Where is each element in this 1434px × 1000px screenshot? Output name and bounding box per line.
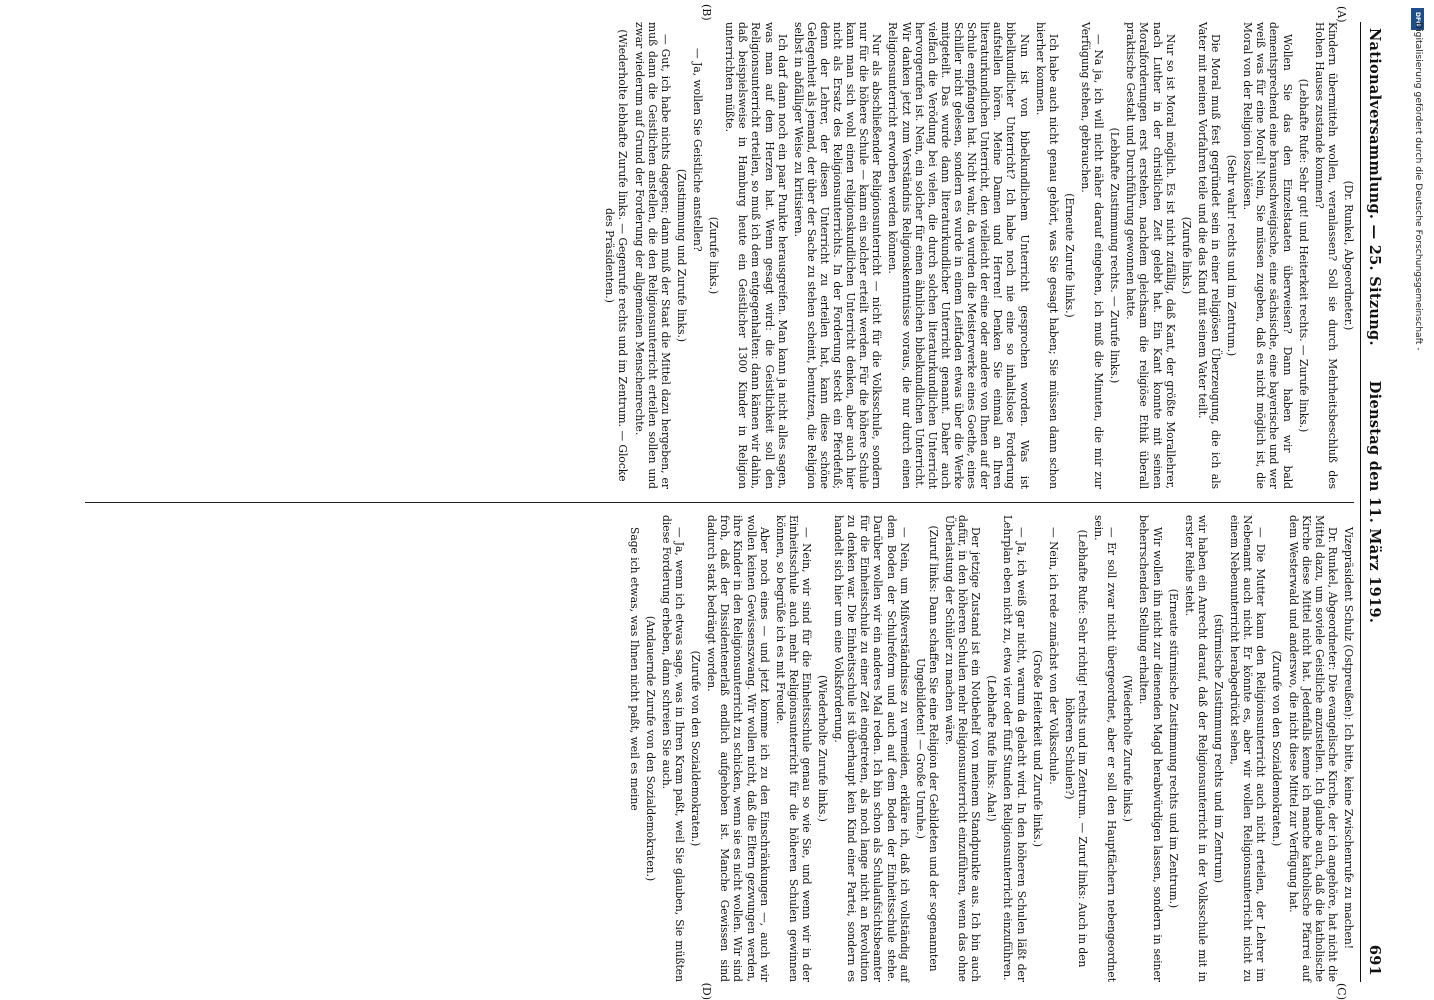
text-columns xyxy=(85,4,1360,1000)
paragraph: Nun ist von bibelkundlichem Unterricht gesprochen worden. Was ist bibelkundlicher Unterricht? Ich habe noch nie eine so inhaltslose Forderung aufstellen hören. Meine Damen und Herren! Denken Sie einmal an Ihren literaturkundlichen Unterricht, den vielleicht der eine oder andere von Ihnen auf der Schule empfangen hat. Nicht wahr, da wurden die Meisterwerke eines Goethe, eines Schiller nicht gelesen, sondern es wurde in einem Leitfaden etwas über die Werke mitgeteilt. Das wurde dann literaturkundlicher Unterricht genannt. Daher auch vielfach die Verödung bei vielen, die durch solchen literaturkundlichen Unterricht hervorgerufen ist. Nein, ein solcher für einen ähnlichen bibelkundlichen Unterricht. Wir danken jetzt zum Verständnis Religionskenntnisse voraus, die nur durch einen Religionsunterricht erworben werden können. xyxy=(886,22,1031,489)
paragraph: — Nein, um Mißverständnisse zu vermeiden, erkläre ich, daß ich vollständig auf dem Boden der Schulreform und auch auf dem Boden der Einheitsschule stehe. Darüber wollen wir ein anderes Mal reden. Ich bin schon als Schulaufsichtsbeamter für die Einheitsschule zu einer Zeit eingetreten, als noch lange nicht an Revolution zu denken war. Die Einheitsschule ist überhaupt kein Kind einer Partei, sondern es handelt sich hier um eine Volksforderung. xyxy=(832,515,911,982)
interjection: (Wiederholte Zurufe links.) xyxy=(816,675,830,822)
paragraph: Wir wollen ihn nicht zur dienenden Magd herabwürdigen lassen, sondern in seiner beherrschenden Stellung erhalten. xyxy=(1137,515,1164,982)
paragraph: Wollen Sie das den Einzelstaaten überweisen? Dann haben wir bald dementsprechend eine braunschweigische, eine sächsische, eine bayerische und wer weiß was für eine Moral! Nein, Sie müssen zugeben, daß es nicht möglich ist, die Moral von der Religion loszulösen. xyxy=(1241,22,1294,489)
paragraph: Ich darf dann noch ein paar Punkte herausgreifen. Man kann ja nicht alles sagen, was man auf dem Herzen hat. Wenn gesagt wird: die Geistlichkeit soll den Religionsunterricht erteilen, so muß ich dem entgegenhalten: dann kämen wir dahin, daß beispielsweise in Hamburg heute ein Geistlicher 1300 Kinder in Religion unterrichten müßte. xyxy=(723,22,789,489)
paragraph: — Gut, ich habe nichts dagegen; dann muß der Staat die Mittel dazu hergeben, er muß dann die Geistlichen anstellen, die den Religionsunterricht erteilen sollen und zwar wiederum auf Grund der Forderung der allgemeinen Menschenrechte. xyxy=(632,22,672,489)
paragraph: Dr. Runkel, Abgeordneter: Die evangelische Kirche, der ich angehöre, hat nicht die Mittel dazu, um soviele Geistliche anzustellen. Ich glaube auch, daß die katholische Kirche diese Mittel nicht hat. Jedenfalls kenne ich manche katholische Pfarrei auf dem Westerwald und anderswo, die nicht diese Mittel zur Verfügung hat. xyxy=(1286,515,1339,982)
interjection: (Erneute stürmische Zustimmung rechts und im Zentrum.) xyxy=(1166,588,1180,909)
speaker-continuation: (Dr. Runkel, Abgeordneter.) xyxy=(1342,180,1355,331)
paragraph: — Ja, wenn ich etwas sage, was in Ihren Kram paßt, weil Sie glauben, Sie müßten diese Forderung erheben, dann schreien Sie auch. xyxy=(659,515,686,982)
interjection: (Erneute Zurufe links.) xyxy=(1062,193,1076,318)
paragraph: Aber noch eines — und jetzt komme ich zu den Einschränkungen —, auch wir wollen keinen Gewissenszwang. Wir wollen nicht, daß die Eltern gezwungen werden, ihre Kinder in den Religionsunterricht zu schicken, wenn sie es nicht wollen. Wir sind froh, daß der Dissidentenerlaß endlich aufgehoben ist. Manche Gewissen sind dadurch stark bedrängt worden. xyxy=(705,515,771,982)
interjection: (Lebhafte Rufe: Sehr richtig! rechts und im Zentrum. — Zuruf links: Auch in den höheren Schulen?) xyxy=(1062,529,1090,968)
paragraph: — Nein, wir sind für die Einheitsschule genau so wie Sie, und wenn wir in der Einheitsschule auch mehr Religionsunterricht für die höheren Schulen gewinnen können, so begrüße ich es mit Freude. xyxy=(773,515,813,982)
paragraph: — Ja, ich weiß gar nicht, warum da gelacht wird. In den höheren Schulen läßt der Lehrplan eben nicht zu, etwa vier oder fünf Stunden Religionsunterricht einzuführen. xyxy=(1001,515,1028,982)
margin-marker-d: (D) xyxy=(700,982,713,1000)
right-column xyxy=(85,515,1355,1000)
paragraph: Die Moral muß fest gegründet sein in einer religiösen Überzeugung, die ich als Vater mit meinen Vorfahren teile und die das Kind mit seinem Vater teilt. xyxy=(1195,22,1223,489)
digitization-credit xyxy=(1410,8,1424,992)
interjection: (Zurufe links.) xyxy=(707,216,721,295)
interjection: (Andauernde Zurufe von den Sozialdemokraten.) xyxy=(643,615,657,882)
interjection: (stürmische Zustimmung rechts und im Zentrum) xyxy=(1212,613,1226,883)
interjection: (Zurufe links.) xyxy=(1179,216,1193,295)
paragraph: Nur als abschließender Religionsunterricht — nicht für die Volksschule, sondern nur für die höhere Schule — kann ein solcher erteilt werden. Für die höhere Schule kann man sich wohl einen religionskundlichen Unterricht denken, aber auch hier nicht als Ersatz des Religionsunterrichts. In der Forderung steckt ein Pferdefuß; denn der Lehrer, der diesen Unterricht zu erteilen hat, kann diese schöne Gelegenheit als jemand, der über der Sache zu stehen scheint, benutzen, die Religion selbst in abfälliger Weise zu kritisieren. xyxy=(791,22,884,489)
interjection: (Zurufe von den Sozialdemokraten.) xyxy=(1270,650,1284,847)
interjection: (Große Heiterkeit und Zurufe links.) xyxy=(1030,649,1044,848)
session-date: Dienstag den 11. März 1919. xyxy=(1365,380,1383,624)
paragraph: — Na ja, ich will nicht näher darauf eingehen, ich muß die Minuten, die mir zur Verfügung stehen, gebrauchen. xyxy=(1079,22,1106,489)
document-page xyxy=(75,0,1395,1000)
paragraph: Ich habe auch nicht genau gehört, was Sie gesagt haben; Sie müssen dann schon hierher kommen. xyxy=(1033,22,1060,489)
paragraph: Nur so ist Moral möglich. Es ist nicht zufällig, daß Kant, der größte Morallehrer, nach Luther in der christlichen Zeit gelebt hat. Ein Kant konnte mit seinen Moralforderungen erst erstehen, nachdem gleichsam die religiöse Ethik überall praktische Gestalt und Durchführung gewonnen hatte. xyxy=(1124,22,1177,489)
paragraph: — Ja, wollen Sie Geistliche anstellen? xyxy=(690,48,704,252)
dfg-logo: DFG xyxy=(1411,8,1424,30)
paragraph: Kindern übermitteln wollen, veranlassen? Soll sie durch Mehrheitsbeschluß des Hohen Hauses zustande kommen? xyxy=(1312,22,1339,489)
interjection: (Lebhafte Rufe: Sehr gut! und Heiterkeit rechts. — Zurufe links.) xyxy=(1296,78,1310,433)
paragraph: Sage ich etwas, was Ihnen nicht paßt, weil es meine xyxy=(627,527,641,811)
column-divider xyxy=(85,502,1354,503)
interjection: (Lebhafte Rufe links: Aha!) xyxy=(985,675,999,822)
interjection: (Lebhafte Zustimmung rechts. — Zurufe links.) xyxy=(1108,127,1122,384)
paragraph: wir haben ein Anrecht darauf, daß der Religionsunterricht in der Volksschule mit in erster Reihe steht. xyxy=(1182,515,1209,982)
credit-text: Digitalisierung gefördert durch die Deutsche Forschungsgemeinschaft - xyxy=(1413,22,1424,351)
paragraph: Vizepräsident Schulz (Ostpreußen): Ich bitte, keine Zwischenrufe zu machen! xyxy=(1342,527,1355,950)
paragraph: Der jetzige Zustand ist ein Notbehelf von meinem Standpunkte aus. Ich bin auch dafür, in den höheren Schulen mehr Religionsunterricht einzuführen, wenn das ohne Überlastung der Schüler zu machen wäre. xyxy=(943,515,983,982)
page-header xyxy=(1360,22,1387,982)
interjection: (Zuruf links: Dann schaffen Sie eine Religion der Gebildeten und der sogenannten Ungebildeten! — Große Unruhe.) xyxy=(913,525,940,972)
interjection: (Wiederholte lebhafte Zurufe links. — Gegenrufe rechts und im Zentrum. — Glocke des Präsidenten.) xyxy=(603,29,630,482)
interjection: (Wiederholte Zurufe links.) xyxy=(1121,675,1135,822)
margin-marker-c: (C) xyxy=(1335,983,1348,1000)
interjection: (Zustimmung und Zurufe links.) xyxy=(674,168,688,343)
interjection: (Sehr wahr! rechts und im Zentrum.) xyxy=(1225,154,1239,357)
left-column xyxy=(85,4,1355,489)
margin-marker-a: (A) xyxy=(1335,6,1348,23)
paragraph: — Er soll zwar nicht übergeordnet, aber er soll den Hauptfächern nebengeordnet sein. xyxy=(1092,515,1119,982)
interjection: (Zurufe von den Sozialdemokraten.) xyxy=(689,650,703,847)
margin-marker-b: (B) xyxy=(700,4,713,21)
running-title: Nationalversammlung. — 25. Sitzung. xyxy=(1365,28,1383,346)
paragraph: — Die Mutter kann den Religionsunterricht auch nicht erteilen, der Lehrer im Nebenamt auch nicht. Er könnte es, aber wir wollen Religionsunterricht nicht zu einem Nebenunterricht herabgedrückt sehen, xyxy=(1228,515,1268,982)
paragraph: — Nein, ich rede zunächst von der Volksschule. xyxy=(1046,527,1060,785)
page-number: 691 xyxy=(1365,944,1383,976)
